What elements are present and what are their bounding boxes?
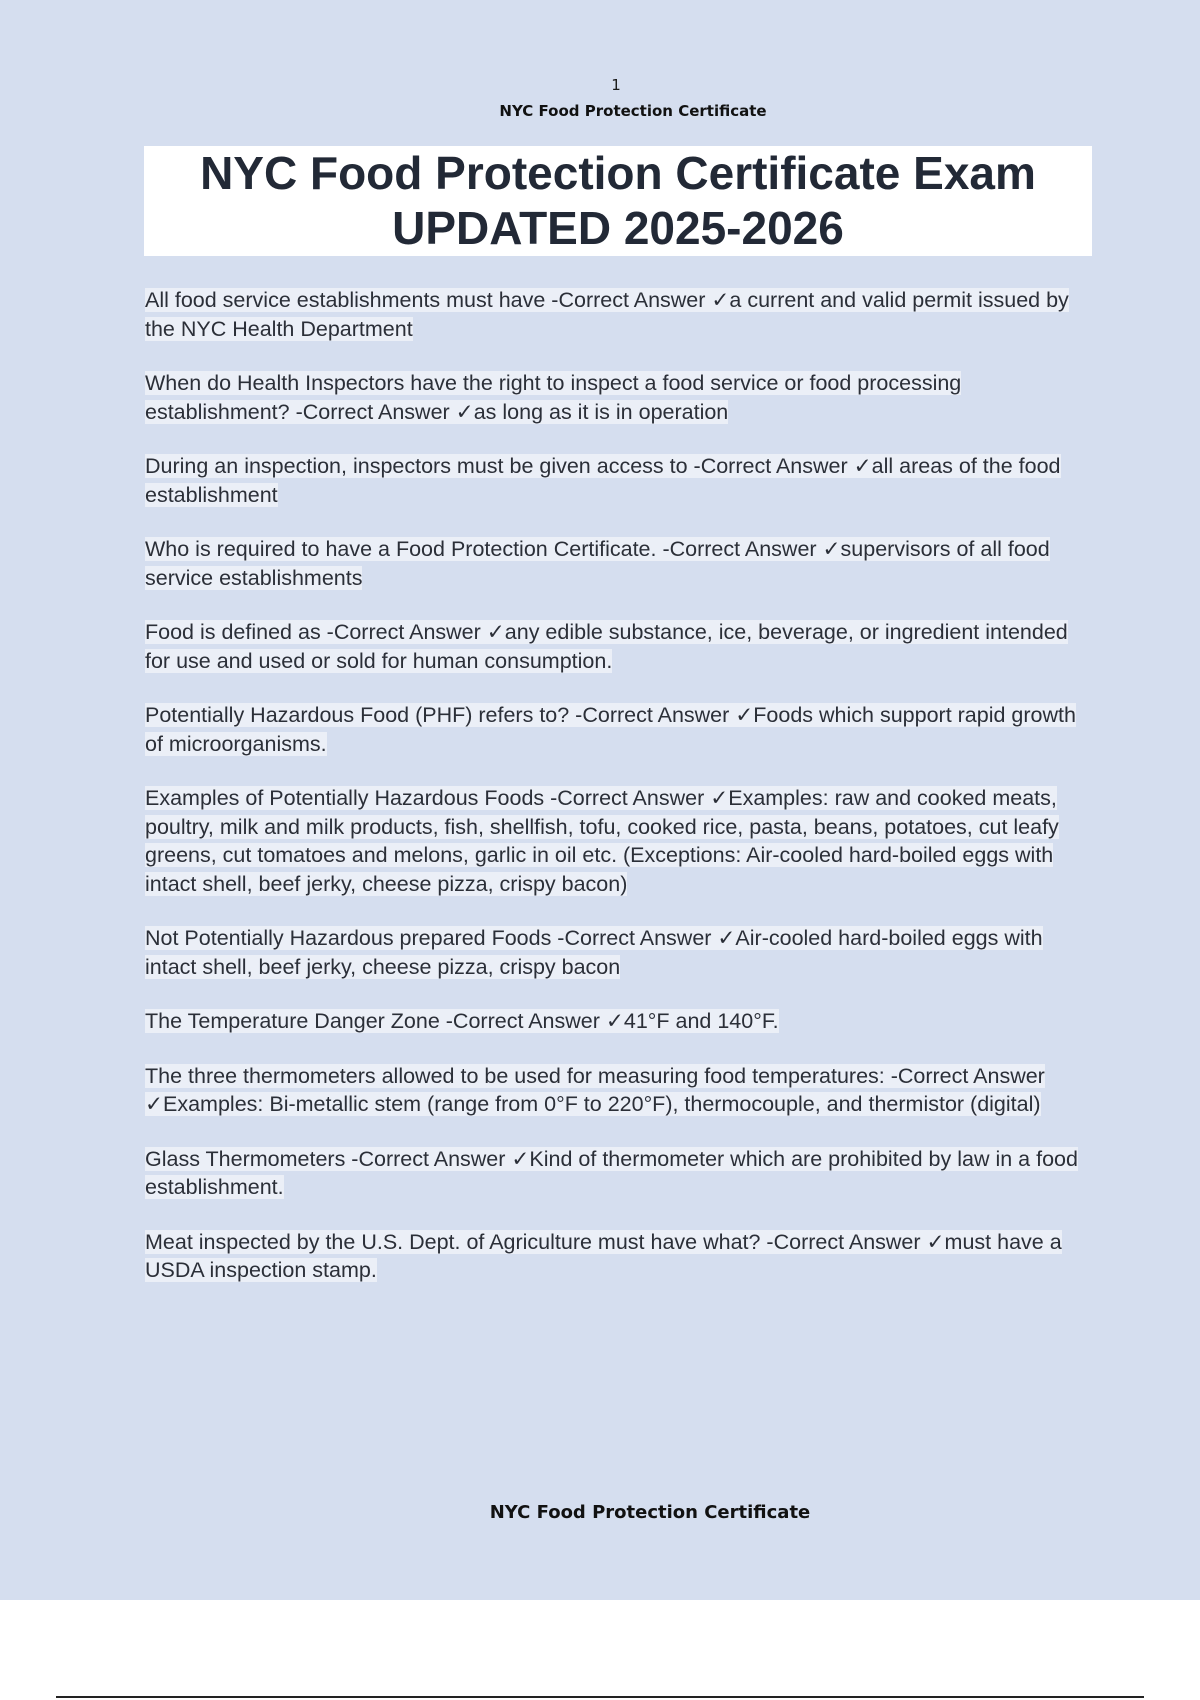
qa-text: Potentially Hazardous Food (PHF) refers to? -Correct Answer ✓Foods which support rapid growth of microorganisms. xyxy=(145,703,1076,756)
qa-text: When do Health Inspectors have the right to inspect a food service or food processing establishment? -Correct Answer ✓as long as it is in operation xyxy=(145,371,962,424)
question-answer-list xyxy=(145,286,1085,1311)
qa-item xyxy=(145,784,1085,898)
qa-item xyxy=(145,286,1085,343)
qa-text: During an inspection, inspectors must be given access to -Correct Answer ✓all areas of the food establishment xyxy=(145,454,1061,507)
title-line-2: UPDATED 2025-2026 xyxy=(392,202,844,254)
qa-text: Meat inspected by the U.S. Dept. of Agriculture must have what? -Correct Answer ✓must have a USDA inspection stamp. xyxy=(145,1229,1062,1282)
qa-text: Examples of Potentially Hazardous Foods -Correct Answer ✓Examples: raw and cooked meats, poultry, milk and milk products, fish, shellfish, tofu, cooked rice, pasta, beans, potatoes, cut leafy greens, cut tomatoes and melons, garlic in oil etc. (Exceptions: Air-cooled hard-boiled eggs with intact shell, beef jerky, cheese pizza, crispy bacon) xyxy=(145,786,1059,896)
page-divider xyxy=(56,1696,1144,1698)
qa-item xyxy=(145,924,1085,981)
qa-item xyxy=(145,369,1085,426)
qa-text: Not Potentially Hazardous prepared Foods -Correct Answer ✓Air-cooled hard-boiled eggs with intact shell, beef jerky, cheese pizza, crispy bacon xyxy=(145,926,1043,979)
qa-item xyxy=(145,1062,1085,1119)
running-header: NYC Food Protection Certificate xyxy=(499,102,767,120)
running-footer: NYC Food Protection Certificate xyxy=(489,1502,811,1523)
qa-item xyxy=(145,1007,1085,1036)
qa-item xyxy=(145,1228,1085,1285)
qa-text: Glass Thermometers -Correct Answer ✓Kind of thermometer which are prohibited by law in a food establishment. xyxy=(145,1146,1078,1199)
qa-text: The three thermometers allowed to be used for measuring food temperatures: -Correct Answer ✓Examples: Bi-metallic stem (range from 0°F to 220°F), thermocouple, and thermistor (digital) xyxy=(145,1063,1045,1116)
page-number: 1 xyxy=(611,76,621,94)
qa-item xyxy=(145,618,1085,675)
document-title xyxy=(144,146,1092,256)
qa-item xyxy=(145,452,1085,509)
qa-text: All food service establishments must have -Correct Answer ✓a current and valid permit issued by the NYC Health Department xyxy=(145,288,1069,341)
qa-text: Who is required to have a Food Protection Certificate. -Correct Answer ✓supervisors of all food service establishments xyxy=(145,537,1050,590)
qa-item xyxy=(145,1145,1085,1202)
title-line-1: NYC Food Protection Certificate Exam xyxy=(200,147,1036,199)
qa-item xyxy=(145,701,1085,758)
qa-text: Food is defined as -Correct Answer ✓any edible substance, ice, beverage, or ingredient intended for use and used or sold for human consumption. xyxy=(145,620,1068,673)
qa-item xyxy=(145,535,1085,592)
qa-text: The Temperature Danger Zone -Correct Answer ✓41°F and 140°F. xyxy=(145,1009,779,1033)
